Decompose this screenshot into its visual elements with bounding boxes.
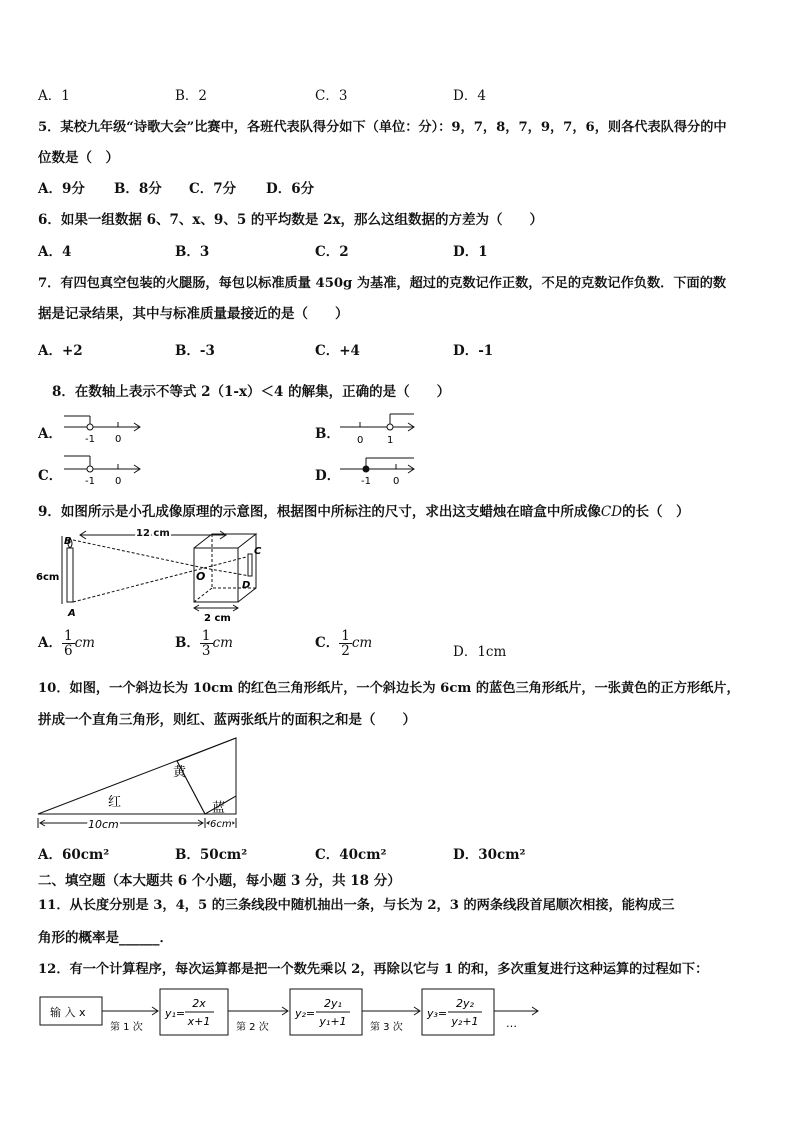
q9-option-b-label: B． (175, 635, 200, 651)
q12-step-3: 第 3 次 (370, 1022, 403, 1033)
q12-y2-num: 2y₁ (324, 997, 342, 1010)
q6-option-c: C．2 (315, 244, 349, 260)
q10-stem-line1: 10．如图，一个斜边长为 10cm 的红色三角形纸片，一个斜边长为 6cm 的蓝色三角形纸片，一张黄色的正方形纸片， (38, 681, 740, 696)
q9-pinhole-figure (36, 526, 272, 626)
q9-option-c (315, 629, 372, 658)
q8-stem: 8．在数轴上表示不等式 2（1-x）＜4 的解集，正确的是（ ） (52, 384, 451, 400)
q10-option-b: B．50cm² (175, 847, 248, 863)
q9-option-a-unit: cm (74, 635, 95, 651)
q5-option-c: C．7分 (189, 181, 237, 197)
q9-stem (38, 500, 690, 520)
q9-option-a (38, 629, 95, 658)
q5-stem-line1: 5．某校九年级“诗歌大会”比赛中，各班代表队得分如下（单位：分）：9，7，8，7，9，7，6，则各代表队得分的中 (38, 120, 727, 135)
q10-dim-6cm: 6cm (210, 819, 232, 830)
q11-stem-line2: 角形的概率是______． (38, 930, 173, 946)
q8a-tick-minus1: -1 (85, 434, 95, 444)
q12-stem: 12．有一个计算程序，每次运算都是把一个数先乘以 2，再除以它与 1 的和，多次重复进行这种运算的过程如下： (38, 962, 709, 977)
q8-numberline-a (60, 410, 146, 444)
q12-y1-den: x+1 (187, 1015, 211, 1028)
q12-step-2: 第 2 次 (236, 1022, 269, 1033)
q8-numberline-c (60, 450, 146, 486)
q6-stem: 6．如果一组数据 6、7、x、9、5 的平均数是 2x，那么这组数据的方差为（ ） (38, 212, 544, 228)
q9-option-c-den: 2 (341, 643, 350, 659)
q12-y1-lhs: y₁= (165, 1007, 186, 1020)
q9-option-c-unit: cm (351, 635, 373, 651)
q12-y3-num: 2y₂ (456, 997, 474, 1010)
q9-option-a-den: 6 (63, 643, 73, 659)
q6-option-d: D．1 (453, 244, 488, 260)
q7-stem-line2: 据是记录结果，其中与标准质量最接近的是（ ） (38, 306, 349, 322)
section-2-title: 二、填空题（本大题共 6 个小题，每小题 3 分，共 18 分） (38, 873, 401, 889)
q8-label-a: A． (38, 426, 62, 442)
q9-option-b-unit: cm (212, 635, 233, 651)
q10-dim-10cm: 10cm (88, 818, 119, 831)
q5-option-a: A．9分 (38, 181, 85, 197)
q8-label-d: D． (315, 468, 341, 484)
q12-input-label: 输 入 x (50, 1006, 86, 1019)
q9-dim-2cm: 2 cm (204, 613, 231, 624)
q12-y3-lhs: y₃= (427, 1007, 448, 1020)
q9-option-c-num: 1 (341, 628, 350, 644)
q8b-tick-1: 1 (387, 435, 394, 446)
q6-option-b: B．3 (175, 244, 210, 260)
q8a-tick-0: 0 (115, 434, 122, 444)
q8c-tick-minus1: -1 (85, 476, 95, 486)
q8c-tick-0: 0 (115, 476, 122, 486)
q8-numberline-b (336, 408, 420, 446)
q9-stem-text: 9．如图所示是小孔成像原理的示意图，根据图中所标注的尺寸，求出这支蜡烛在暗盒中所成像 (38, 504, 601, 520)
q9-cd: CD (600, 504, 623, 520)
q12-step-1: 第 1 次 (110, 1022, 143, 1033)
q10-label-yellow: 黄 (173, 765, 187, 780)
q12-flowchart (36, 985, 546, 1041)
q8-label-c: C． (38, 468, 63, 484)
q8d-tick-0: 0 (393, 476, 400, 486)
q7-stem-line1: 7．有四包真空包装的火腿肠，每包以标准质量 450g 为基准，超过的克数记作正数，不足的克数记作负数．下面的数 (38, 276, 727, 291)
q10-label-blue: 蓝 (212, 801, 226, 816)
q4-option-b: B．2 (175, 88, 208, 104)
q11-stem-line1: 11．从长度分别是 3，4，5 的三条线段中随机抽出一条，与长为 2，3 的两条线段首尾顺次相接，能构成三 (38, 898, 675, 913)
q5-option-b: B．8分 (114, 181, 162, 197)
q7-option-a: A．+2 (38, 343, 83, 359)
q9-label-c: C (254, 546, 262, 557)
q7-option-b: B．-3 (175, 343, 215, 359)
q10-option-d: D．30cm² (453, 847, 526, 863)
q9-option-b (175, 629, 233, 658)
q5-stem-line2: 位数是（ ） (38, 150, 119, 166)
q9-option-c-label: C． (315, 635, 340, 651)
q9-label-o: O (196, 570, 206, 583)
q10-option-a: A．60cm² (38, 847, 110, 863)
q8b-tick-0: 0 (357, 435, 364, 446)
q12-y1-num: 2x (192, 997, 206, 1010)
q9-option-b-num: 1 (201, 628, 211, 644)
q9-label-b: B (64, 536, 72, 547)
q9-option-b-den: 3 (201, 643, 211, 659)
q4-option-a: A．1 (38, 88, 70, 104)
q10-option-c: C．40cm² (315, 847, 387, 863)
q8d-tick-minus1: -1 (361, 476, 371, 486)
q9-label-a: A (68, 608, 76, 619)
q9-dim-12cm: 12 cm (136, 528, 170, 539)
q9-option-d: D．1cm (453, 644, 507, 660)
q9-label-d: D (242, 580, 251, 591)
q12-y3-den: y₂+1 (451, 1015, 479, 1028)
q10-label-red: 红 (108, 795, 122, 810)
q10-stem-line2: 拼成一个直角三角形，则红、蓝两张纸片的面积之和是（ ） (38, 712, 416, 728)
q8-numberline-d (336, 450, 420, 486)
q6-option-a: A．4 (38, 244, 72, 260)
q12-ellipsis: … (506, 1017, 517, 1030)
q7-option-c: C．+4 (315, 343, 360, 359)
q7-option-d: D．-1 (453, 343, 494, 359)
q4-option-d: D．4 (453, 88, 486, 104)
q12-y2-lhs: y₂= (295, 1007, 316, 1020)
q9-option-a-num: 1 (63, 628, 73, 644)
q9-dim-6cm: 6cm (36, 572, 60, 583)
q8-label-b: B． (315, 426, 340, 442)
q9-stem-tail: 的长（ ） (622, 504, 690, 520)
q10-triangle-figure (36, 734, 242, 834)
q9-option-a-label: A． (38, 635, 62, 651)
q12-y2-den: y₁+1 (319, 1015, 347, 1028)
q5-option-d: D．6分 (266, 181, 315, 197)
q4-option-c: C．3 (315, 88, 348, 104)
